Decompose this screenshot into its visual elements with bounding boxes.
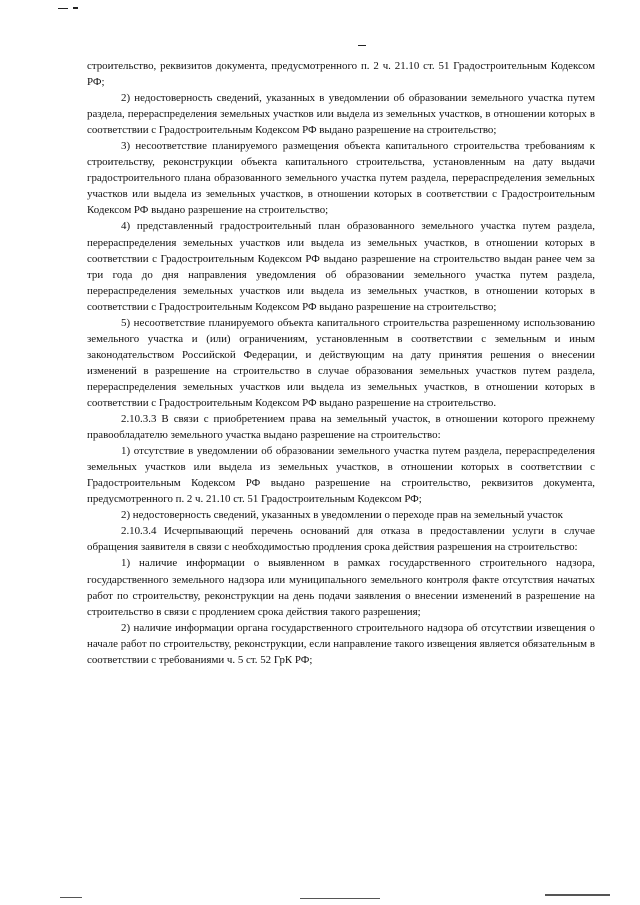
paragraph-item-2-b: 2) недостоверность сведений, указанных в уведомлении о переходе прав на земельный участок: [121, 509, 563, 522]
scan-artifact-top-left: [58, 8, 68, 9]
scan-artifact-bottom-1: [60, 897, 82, 898]
paragraph-continuation: строительство, реквизитов документа, предусмотренного п. 2 ч. 21.10 ст. 51 Градостроительным Кодексом РФ;: [87, 60, 595, 89]
paragraph-item-3: 3) несоответствие планируемого размещения объекта капитального строительства требованиям к строительству, реконструкции объекта капитального строительства, установленным на дату выдачи градостроительного плана образованного земельного участка путем раздела, перераспределения земельных участков или выдела из земельных участков, в отношении которых в соответствии с Градостроительным Кодексом РФ выдано разрешение на строительство;: [87, 140, 595, 217]
scan-artifact-bottom-2: [300, 898, 380, 899]
paragraph-item-1-b: 1) отсутствие в уведомлении об образовании земельного участка путем раздела, перераспределения земельных участков или выдела из земельных участков, в отношении которых в соответствии с Градостроительным Кодексом РФ выдано разрешение на строительство, реквизитов документа, предусмотренного п. 2 ч. 21.10 ст. 51 Градостроительным Кодексом РФ;: [87, 445, 595, 506]
paragraph-item-2: 2) недостоверность сведений, указанных в уведомлении об образовании земельного участка путем раздела, перераспределения земельных участков или выдела из земельных участков, в отношении которых в соответствии с Градостроительным Кодексом РФ выдано разрешение на строительство;: [87, 92, 595, 137]
paragraph-item-5: 5) несоответствие планируемого объекта капитального строительства разрешенному использованию земельного участка и (или) ограничениям, установленным в соответствии с земельным и иным законодательством Российской Федерации, и действующим на дату принятия решения о внесении изменений в разрешение на строительство в случае образования земельных участков путем раздела, перераспределения земельных участков или выдела из земельных участков, в отношении которых в соответствии с Градостроительным Кодексом РФ выдано разрешение на строительство.: [87, 316, 595, 409]
paragraph-item-1-c: 1) наличие информации о выявленном в рамках государственного строительного надзора, государственного земельного надзора или муниципального земельного контроля факте отсутствия начатых работ по строительству, реконструкции на день подачи заявления о внесении изменений в разрешение на строительство в связи с продлением срока действия такого разрешения;: [87, 557, 595, 618]
paragraph-section-2-10-3-4: 2.10.3.4 Исчерпывающий перечень оснований для отказа в предоставлении услуги в случае обращения заявителя в связи с необходимостью продления срока действия разрешения на строительство:: [87, 525, 595, 554]
paragraph-section-2-10-3-3: 2.10.3.3 В связи с приобретением права на земельный участок, в отношении которого прежнему правообладателю земельного участка выдано разрешение на строительство:: [87, 413, 595, 442]
paragraph-item-4: 4) представленный градостроительный план образованного земельного участка путем раздела, перераспределения земельных участков или выдела из земельных участков, в отношении которых в соответствии с Градостроительным Кодексом РФ выдано разрешение на строительство выдан ранее чем за три года до дня направления уведомления об образовании земельного участка путем раздела, перераспределения земельных участков или выдела из земельных участков, в отношении которых в соответствии с Градостроительным Кодексом РФ выдано разрешение на строительство;: [87, 220, 595, 313]
paragraph-item-2-c: 2) наличие информации органа государственного строительного надзора об отсутствии извещения о начале работ по строительству, реконструкции, если направление такого извещения является обязательным в соответствии с требованиями ч. 5 ст. 52 ГрК РФ;: [87, 621, 595, 666]
scan-artifact-top-center: [358, 45, 366, 46]
scan-artifact-top-left-2: [73, 7, 78, 9]
document-body: [87, 58, 595, 668]
scan-artifact-bottom-3: [545, 894, 610, 896]
